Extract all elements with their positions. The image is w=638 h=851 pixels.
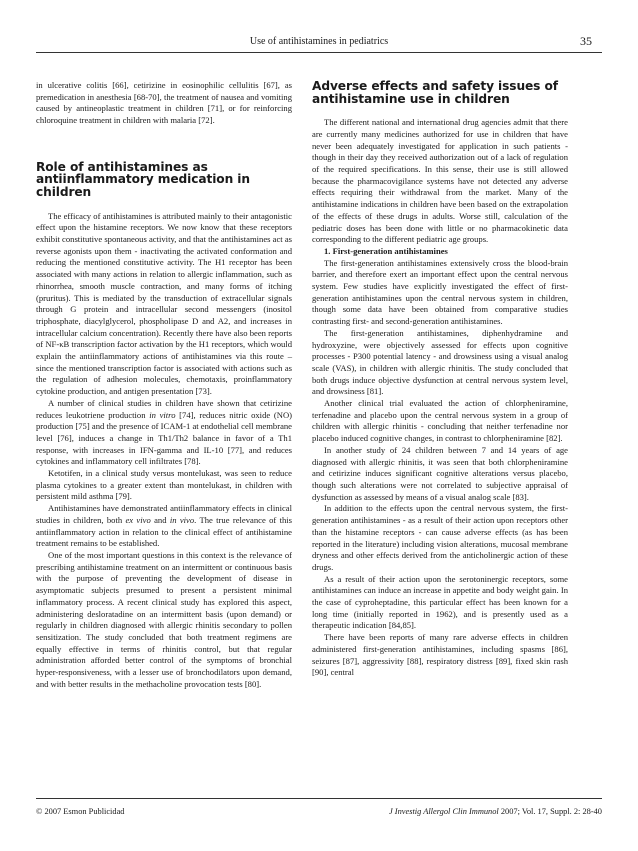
paragraph: A number of clinical studies in children have shown that cetirizine reduces leukotriene production in vitro [74], reduces nitric oxide (NO) production [75] and the presence of ICAM-1 at endothelial cell membrane level [76], induces a change in Th1/Th2 balance in favor of a Th1 response, with increases in IFN-gamma and IL-10 [77], and reduces cytokines and inflammatory cell infiltrates [78]. (36, 397, 293, 467)
paragraph: As a result of their action upon the serotoninergic receptors, some antihistamines can induce an increase in appetite and body weight gain. In the case of cyproheptadine, this particular effect has been known for a long time (initially reported in 1962), and is presently used as a therapeutic indication [84,85]. (312, 573, 568, 631)
paragraph: The first-generation antihistamines extensively cross the blood-brain barrier, and therefore exert an important effect upon the central nervous system. Few studies have explicitly investigated the effect of first-generation antihistamines upon the central nervous system in children, though some data have been obtained from comparative studies contrasting first- and second-generation antihistamines. (312, 257, 568, 327)
paragraph: Ketotifen, in a clinical study versus montelukast, was seen to reduce plasma cytokines to a greater extent than montelukast, in children with persistent mild asthma [79]. (36, 468, 292, 502)
paragraph: The efficacy of antihistamines is attributed mainly to their antagonistic effect upon the histamine receptors. We now know that these receptors exhibit constitutive spontaneous activity, and that the antihistamines act as reverse agonists upon them - inactivating the activated conformation and reducing the mentioned constitutive activity. The H1 receptor has been associated with many actions in relation to allergic inflammation, such as rhinorrhea, smooth muscle contraction, and many forms of itching (pruritus). This is mediated by the transduction of extracellular signals through G protein and intracellular second messengers (inositol triphosphate, diacylglycerol, phospholipase D and A2, and increases in intracellular calcium concentration). Recently there have also been reports of NF-κB transcription factor activation by the H1 receptors, which would explain the antiinflammatory actions of antihistamines via this route – since the mentioned transcription factor is associated with actions such as the regulation of adhesion molecules, chemotaxis, proinflammatory cytokine production, and antigen presentation [73]. (36, 210, 292, 397)
paragraph: The first-generation antihistamines, diphenhydramine and hydroxyzine, were objectively assessed for effects upon cognitive processes - P300 potential latency - and drowsiness using a visual analog scale (VAS), in children with allergic rhinitis. The study concluded that both drugs induce objective dysfunction at central nervous system level, and drowsiness [81]. (312, 327, 568, 397)
intro-paragraph: in ulcerative colitis [66], cetirizine in eosinophilic cellulitis [67], as premedication in anesthesia [68-70], the treatment of nausea and vomiting caused by antineoplastic treatment in children [71], or for reinforcing chloroquine treatment in children with malaria [72]. (36, 80, 292, 126)
right-column (312, 80, 568, 679)
paragraph: Antihistamines have demonstrated antiinflammatory effects in clinical studies in children, both ex vivo and in vivo. The true relevance of this antiinflammatory action in relation to the clinical effect of antihistamine treatment remains to be established. (36, 503, 293, 549)
paragraph: One of the most important questions in this context is the relevance of prescribing antihistamine treatment on an intermittent or continuous basis with the purpose of preventing the development of disease in asymptomatic subjects presumed to present a persistent minimal inflammatory process. A recent clinical study has explored this aspect, administering desloratadine on an intermittent basis (upon demand) or regularly in children diagnosed with allergic rhinitis secondary to pollen sensitization. The study concluded that both treatment regimens are equally effective in terms of rhinitis control, but that regular administration afforded better control of the symptoms of bronchial hyper-responsiveness, with a lesser use of bronchodilators upon demand, and with better results in the methacholine provocation tests [80]. (36, 549, 292, 689)
paragraph: Another clinical trial evaluated the action of chlorpheniramine, terfenadine and placebo upon the central nervous system in a group of children with allergic rhinitis - concluding that neither terfenadine nor placebo induced cognitive changes, in contrast to chlorpheniramine [82]. (312, 398, 568, 444)
section-heading-adverse-effects: Adverse effects and safety issues of antihistamine use in children (312, 79, 558, 106)
section-heading-antiinflammatory: Role of antihistamines as antiinflammatory medication in children (36, 159, 250, 199)
running-title: Use of antihistamines in pediatrics (249, 36, 389, 47)
paragraph: The different national and international drug agencies admit that there are currently many medicines authorized for use in children that have never been adequately investigated for application in such patients - though in their day they received authorization out of a lack of regulation of the required specifications. In this sense, their use is still allowed because the pharmacovigilance systems have not detected any adverse effects requiring their withdrawal from the market. Many of the antihistamine indications in children have been based on the extrapolation of the effects of these drugs in adults. Worse still, calculation of the pediatric doses has been done with little or no pharmacokinetic data corresponding to the different pediatric age groups. (312, 117, 568, 245)
subsection-heading: 1. First-generation antihistamines (324, 245, 448, 256)
page-number: 35 (580, 34, 592, 48)
header-rule (36, 52, 602, 53)
journal-citation: J Investig Allergol Clin Immunol 2007; Vol. 17, Suppl. 2: 28-40 (388, 807, 602, 816)
paragraph: There have been reports of many rare adverse effects in children administered first-generation antihistamines, including spasms [86], seizures [87], aggressivity [88], respiratory distress [89], fixed skin rash [90], central (312, 632, 568, 678)
paragraph: In addition to the effects upon the central nervous system, the first-generation antihistamines - as a result of their action upon receptors other than the histamine receptors - can cause adverse effects (as has been reported in the literature) including vision alterations, mucosal membrane dryness and other effects derived from the anticholinergic action of these drugs. (312, 503, 568, 572)
running-header (36, 36, 602, 50)
footer-rule (36, 798, 602, 799)
copyright: © 2007 Esmon Publicidad (36, 807, 125, 816)
paragraph: In another study of 24 children between 7 and 14 years of age diagnosed with allergic rhinitis, it was seen that both chlorpheniramine and cetirizine induces significant cognitive alterations versus placebo, though such alterations were not correlated to subjective appraisal of dysfunction as assessed by means of a visual analog scale [83]. (312, 444, 568, 502)
left-column (36, 80, 292, 690)
